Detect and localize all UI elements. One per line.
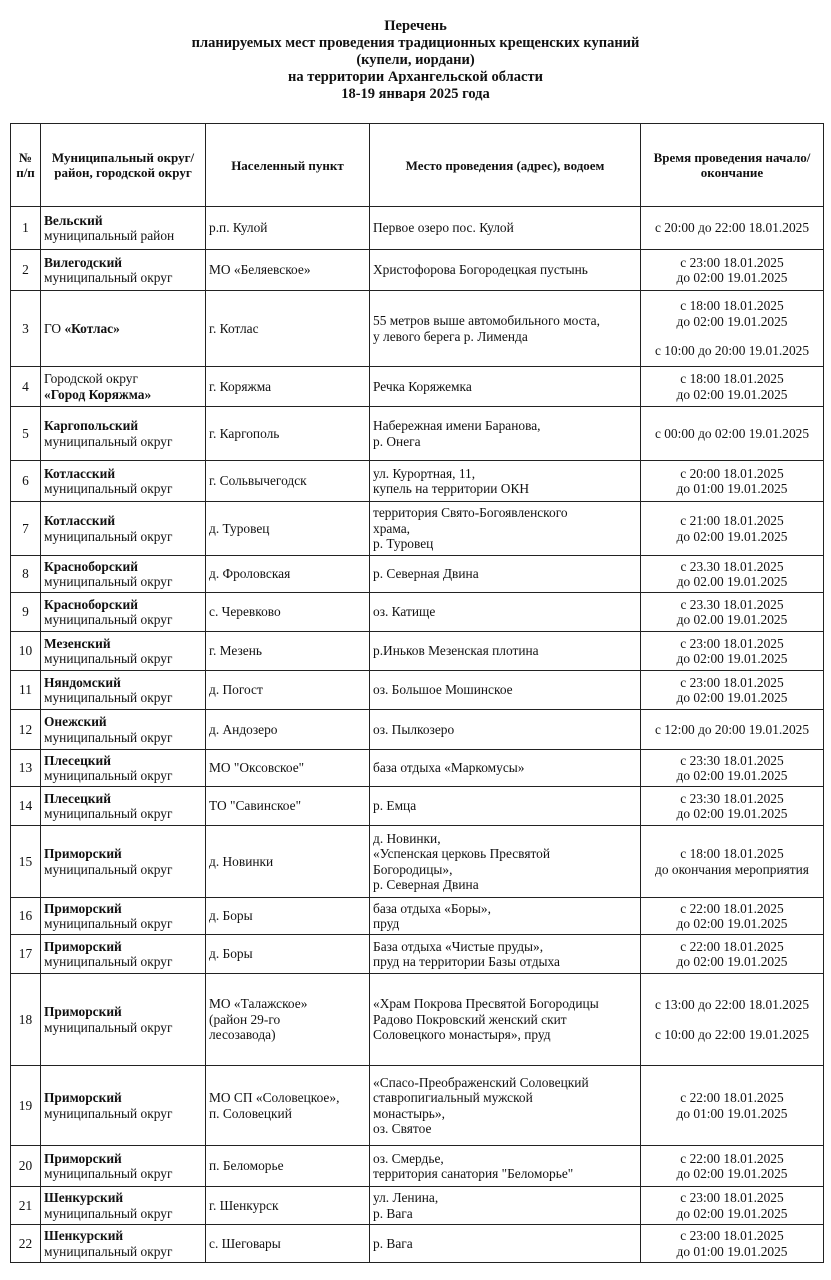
district-type: муниципальный округ	[44, 270, 173, 285]
settlement-cell	[206, 1225, 370, 1263]
place-cell	[370, 1146, 641, 1187]
place-line: у левого берега р. Лименда	[373, 328, 528, 344]
district-name: Приморский	[44, 1004, 122, 1019]
table-row	[11, 1066, 824, 1146]
time-line: с 00:00 до 02:00 19.01.2025	[654, 425, 810, 441]
place-line: пруд на территории Базы отдыха	[373, 954, 560, 969]
table-row	[11, 250, 824, 291]
time-line: с 23:00 18.01.2025	[680, 1228, 784, 1243]
settlement-cell	[206, 1146, 370, 1187]
row-number: 22	[11, 1225, 41, 1263]
settlement-line: д. Туровец	[209, 520, 270, 536]
place-line: д. Новинки,	[373, 830, 441, 846]
settlement-line: г. Сольвычегодск	[209, 473, 307, 489]
row-number: 14	[11, 787, 41, 826]
place-cell	[370, 250, 641, 291]
time-line: до 01:00 19.01.2025	[676, 1105, 788, 1121]
district-name: Приморский	[44, 938, 122, 954]
place-cell	[370, 898, 641, 935]
table-row	[11, 556, 824, 593]
district-prefix: Городской округ	[44, 371, 138, 386]
district-type: муниципальный округ	[44, 768, 173, 783]
district-cell	[41, 1146, 206, 1187]
settlement-line: г. Шенкурск	[209, 1197, 279, 1213]
row-number: 1	[11, 207, 41, 250]
place-line: храма,	[373, 520, 411, 536]
col-header-settlement: Населенный пункт	[206, 124, 370, 207]
district-type: муниципальный округ	[44, 1205, 173, 1221]
row-number: 11	[11, 671, 41, 710]
time-line: до 02:00 19.01.2025	[676, 313, 788, 329]
district-cell	[41, 671, 206, 710]
settlement-line: МО СП «Соловецкое»,	[209, 1090, 340, 1105]
time-cell	[641, 1225, 824, 1263]
place-line: р. Емца	[373, 798, 417, 814]
place-cell	[370, 671, 641, 710]
district-name: Онежский	[44, 714, 107, 729]
place-cell	[370, 787, 641, 826]
time-line: с 23:00 18.01.2025	[680, 1190, 784, 1205]
district-name: Плесецкий	[44, 752, 111, 768]
table-row	[11, 461, 824, 502]
time-line: с 18:00 18.01.2025	[680, 846, 784, 861]
title-line: 18-19 января 2025 года	[341, 86, 490, 102]
district-cell	[41, 207, 206, 250]
settlement-line: п. Беломорье	[209, 1158, 284, 1174]
place-line: оз. Святое	[373, 1121, 432, 1136]
settlement-line: д. Погост	[209, 682, 263, 698]
table-header-row	[11, 124, 824, 207]
place-cell	[370, 461, 641, 502]
col-header-district: Муниципальный округ/район, городской округ	[41, 124, 206, 207]
district-cell	[41, 935, 206, 974]
place-line: Первое озеро пос. Кулой	[373, 220, 514, 236]
document-title	[0, 0, 831, 104]
place-line: база отдыха «Боры»,	[373, 900, 491, 916]
settlement-line: г. Каргополь	[209, 425, 280, 441]
time-line: до 02:00 19.01.2025	[676, 386, 788, 402]
time-line: с 10:00 до 20:00 19.01.2025	[654, 343, 810, 359]
settlement-line: лесозавода)	[209, 1027, 276, 1043]
settlement-cell	[206, 750, 370, 787]
place-cell	[370, 593, 641, 632]
settlement-cell	[206, 461, 370, 502]
time-line: с 22:00 18.01.2025	[680, 938, 784, 954]
place-line: р. Онега	[373, 433, 421, 449]
col-header-place: Место проведения (адрес), водоем	[370, 124, 641, 207]
row-number: 3	[11, 291, 41, 367]
col-header-num: № п/п	[11, 124, 41, 207]
place-line: оз. Большое Мошинское	[373, 682, 513, 698]
district-name: Вилегодский	[44, 254, 123, 270]
time-line: с 23:00 18.01.2025	[680, 635, 784, 651]
time-line: с 13:00 до 22:00 18.01.2025	[654, 997, 810, 1012]
district-type: муниципальный округ	[44, 481, 173, 496]
district-type: муниципальный округ	[44, 1166, 173, 1181]
time-line: до 02:00 19.01.2025	[676, 270, 788, 285]
time-line: с 18:00 18.01.2025	[680, 298, 784, 314]
time-cell	[641, 502, 824, 556]
time-cell	[641, 250, 824, 291]
district-type: муниципальный округ	[44, 690, 173, 705]
time-line: с 23:00 18.01.2025	[680, 674, 784, 690]
time-cell	[641, 632, 824, 671]
time-gap	[644, 1013, 820, 1027]
place-cell	[370, 502, 641, 556]
time-cell	[641, 461, 824, 502]
district-name: Каргопольский	[44, 418, 139, 433]
title-line: (купели, иордани)	[356, 52, 475, 68]
district-cell	[41, 750, 206, 787]
district-cell	[41, 787, 206, 826]
events-table	[10, 123, 824, 1263]
district-type: муниципальный район	[44, 228, 175, 243]
row-number: 10	[11, 632, 41, 671]
place-cell	[370, 367, 641, 407]
time-cell	[641, 1146, 824, 1187]
table-row	[11, 671, 824, 710]
settlement-cell	[206, 207, 370, 250]
district-type: муниципальный округ	[44, 574, 173, 589]
row-number: 20	[11, 1146, 41, 1187]
title-line: на территории Архангельской области	[288, 69, 543, 85]
district-cell	[41, 461, 206, 502]
time-line: до 01:00 19.01.2025	[676, 481, 788, 496]
district-prefix: ГО	[44, 320, 65, 336]
settlement-cell	[206, 898, 370, 935]
time-line: с 10:00 до 22:00 19.01.2025	[654, 1026, 810, 1042]
place-cell	[370, 556, 641, 593]
place-line: «Успенская церковь Пресвятой	[373, 846, 551, 861]
place-cell	[370, 710, 641, 750]
time-line: с 20:00 18.01.2025	[680, 465, 784, 481]
place-line: Радово Покровский женский скит	[373, 1011, 567, 1027]
settlement-line: г. Мезень	[209, 643, 263, 659]
table-row	[11, 710, 824, 750]
place-cell	[370, 1187, 641, 1225]
row-number: 4	[11, 367, 41, 407]
place-cell	[370, 632, 641, 671]
row-number: 2	[11, 250, 41, 291]
row-number: 19	[11, 1066, 41, 1146]
place-line: оз. Смердье,	[373, 1150, 444, 1166]
time-line: до 02:00 19.01.2025	[676, 806, 788, 821]
place-line: р. Северная Двина	[373, 877, 479, 892]
time-line: до 02:00 19.01.2025	[676, 768, 788, 783]
table-row	[11, 502, 824, 556]
time-cell	[641, 898, 824, 935]
district-name: Котласский	[44, 513, 116, 528]
district-name: Приморский	[44, 1090, 122, 1105]
settlement-cell	[206, 787, 370, 826]
settlement-line: д. Боры	[209, 908, 253, 924]
time-line: с 23.30 18.01.2025	[680, 558, 784, 574]
table-row	[11, 632, 824, 671]
settlement-line: п. Соловецкий	[209, 1105, 292, 1121]
settlement-line: г. Котлас	[209, 320, 259, 336]
district-name: Котласский	[44, 465, 116, 481]
place-line: Богородицы»,	[373, 861, 453, 877]
settlement-cell	[206, 935, 370, 974]
table-row	[11, 207, 824, 250]
district-cell	[41, 826, 206, 898]
district-type: муниципальный округ	[44, 1105, 173, 1121]
settlement-cell	[206, 1187, 370, 1225]
time-line: с 23:30 18.01.2025	[680, 790, 784, 806]
table-row	[11, 367, 824, 407]
time-line: с 18:00 18.01.2025	[680, 371, 784, 386]
district-name: Плесецкий	[44, 790, 111, 806]
row-number: 17	[11, 935, 41, 974]
row-number: 8	[11, 556, 41, 593]
settlement-cell	[206, 671, 370, 710]
district-type: муниципальный округ	[44, 916, 173, 931]
place-line: Соловецкого монастыря», пруд	[373, 1027, 551, 1043]
district-name: «Котлас»	[64, 320, 120, 336]
row-number: 13	[11, 750, 41, 787]
time-cell	[641, 556, 824, 593]
district-name: Красноборский	[44, 558, 138, 574]
row-number: 9	[11, 593, 41, 632]
district-cell	[41, 1225, 206, 1263]
row-number: 7	[11, 502, 41, 556]
place-line: р. Туровец	[373, 536, 434, 552]
time-cell	[641, 935, 824, 974]
time-cell	[641, 671, 824, 710]
place-cell	[370, 974, 641, 1066]
settlement-cell	[206, 556, 370, 593]
district-cell	[41, 407, 206, 461]
time-line: до 02:00 19.01.2025	[676, 954, 788, 969]
settlement-line: д. Андозеро	[209, 721, 278, 737]
place-line: Речка Коряжемка	[373, 378, 472, 394]
district-type: муниципальный округ	[44, 612, 173, 627]
time-line: с 12:00 до 20:00 19.01.2025	[654, 721, 810, 737]
settlement-cell	[206, 407, 370, 461]
time-line: до 02:00 19.01.2025	[676, 690, 788, 705]
place-line: оз. Катище	[373, 604, 436, 620]
time-line: до 02:00 19.01.2025	[676, 651, 788, 666]
district-cell	[41, 898, 206, 935]
settlement-line: д. Боры	[209, 946, 253, 962]
time-cell	[641, 974, 824, 1066]
district-type: муниципальный округ	[44, 806, 173, 821]
place-cell	[370, 935, 641, 974]
district-type: муниципальный округ	[44, 433, 173, 449]
time-line: с 23:00 18.01.2025	[680, 254, 784, 270]
time-cell	[641, 710, 824, 750]
time-line: до 02.00 19.01.2025	[676, 574, 788, 589]
place-line: «Спасо-Преображенский Соловецкий	[373, 1074, 589, 1090]
place-line: оз. Пылкозеро	[373, 721, 455, 737]
district-name: Шенкурский	[44, 1228, 124, 1243]
district-cell	[41, 367, 206, 407]
table-row	[11, 593, 824, 632]
time-cell	[641, 367, 824, 407]
row-number: 12	[11, 710, 41, 750]
district-name: Шенкурский	[44, 1190, 124, 1205]
title-line: планируемых мест проведения традиционных крещенских купаний	[191, 35, 640, 51]
district-name: Няндомский	[44, 674, 121, 690]
row-number: 18	[11, 974, 41, 1066]
time-gap	[644, 329, 820, 343]
row-number: 6	[11, 461, 41, 502]
table-row	[11, 787, 824, 826]
time-line: с 22:00 18.01.2025	[680, 1150, 784, 1166]
district-type: муниципальный округ	[44, 1019, 173, 1035]
place-line: ставропигиальный мужской	[373, 1090, 533, 1105]
settlement-cell	[206, 974, 370, 1066]
title-line: Перечень	[384, 18, 447, 34]
district-type: муниципальный округ	[44, 651, 173, 666]
time-line: с 22:00 18.01.2025	[680, 900, 784, 916]
district-cell	[41, 1187, 206, 1225]
settlement-line: ТО "Савинское"	[209, 798, 302, 814]
district-name: Приморский	[44, 900, 122, 916]
table-row	[11, 291, 824, 367]
time-cell	[641, 291, 824, 367]
row-number: 16	[11, 898, 41, 935]
time-line: с 21:00 18.01.2025	[680, 513, 784, 528]
settlement-line: МО "Оксовское"	[209, 760, 305, 776]
row-number: 21	[11, 1187, 41, 1225]
settlement-line: д. Новинки	[209, 853, 274, 869]
place-cell	[370, 407, 641, 461]
place-line: ул. Курортная, 11,	[373, 465, 476, 481]
row-number: 15	[11, 826, 41, 898]
settlement-line: с. Шеговары	[209, 1235, 281, 1251]
table-row	[11, 1146, 824, 1187]
settlement-cell	[206, 826, 370, 898]
place-cell	[370, 291, 641, 367]
place-cell	[370, 207, 641, 250]
table-row	[11, 935, 824, 974]
district-name: Мезенский	[44, 635, 111, 651]
district-cell	[41, 1066, 206, 1146]
place-line: р. Вага	[373, 1235, 413, 1251]
place-line: р. Северная Двина	[373, 566, 479, 582]
time-cell	[641, 207, 824, 250]
district-cell	[41, 502, 206, 556]
district-cell	[41, 974, 206, 1066]
settlement-line: д. Фроловская	[209, 566, 291, 582]
district-cell	[41, 710, 206, 750]
time-line: до 02:00 19.01.2025	[676, 1166, 788, 1181]
district-name: Вельский	[44, 212, 103, 228]
time-cell	[641, 1066, 824, 1146]
district-name: Красноборский	[44, 596, 138, 612]
col-header-time: Время проведения начало/окончание	[641, 124, 824, 207]
district-cell	[41, 556, 206, 593]
place-line: территория санатория "Беломорье"	[373, 1166, 574, 1181]
place-line: пруд	[373, 916, 400, 931]
time-line: с 22:00 18.01.2025	[680, 1090, 784, 1105]
settlement-line: (район 29-го	[209, 1011, 281, 1027]
place-line: Христофорова Богородецкая пустынь	[373, 262, 588, 278]
settlement-cell	[206, 291, 370, 367]
time-line: до 01:00 19.01.2025	[676, 1243, 788, 1259]
district-type: муниципальный округ	[44, 861, 173, 877]
time-line: с 23.30 18.01.2025	[680, 596, 784, 612]
place-cell	[370, 1225, 641, 1263]
place-line: территория Свято-Богоявленского	[373, 505, 568, 521]
place-line: база отдыха «Маркомусы»	[373, 760, 525, 776]
settlement-cell	[206, 632, 370, 671]
time-line: с 23:30 18.01.2025	[680, 752, 784, 768]
place-line: База отдыха «Чистые пруды»,	[373, 938, 544, 954]
table-body	[11, 207, 824, 1263]
place-line: Набережная имени Баранова,	[373, 418, 541, 433]
settlement-line: МО «Талажское»	[209, 996, 308, 1012]
settlement-cell	[206, 250, 370, 291]
place-line: р. Вага	[373, 1205, 413, 1221]
settlement-cell	[206, 502, 370, 556]
settlement-line: г. Коряжма	[209, 378, 272, 394]
time-line: до 02.00 19.01.2025	[676, 612, 788, 627]
place-line: купель на территории ОКН	[373, 481, 530, 496]
time-cell	[641, 593, 824, 632]
table-row	[11, 1225, 824, 1263]
place-line: р.Иньков Мезенская плотина	[373, 643, 539, 659]
time-cell	[641, 826, 824, 898]
district-cell	[41, 250, 206, 291]
district-type: муниципальный округ	[44, 1243, 173, 1259]
district-cell	[41, 593, 206, 632]
district-type: муниципальный округ	[44, 954, 173, 969]
time-cell	[641, 750, 824, 787]
district-cell	[41, 632, 206, 671]
time-cell	[641, 787, 824, 826]
time-line: до 02:00 19.01.2025	[676, 916, 788, 931]
time-cell	[641, 1187, 824, 1225]
time-cell	[641, 407, 824, 461]
table-row	[11, 407, 824, 461]
settlement-cell	[206, 1066, 370, 1146]
district-type: муниципальный округ	[44, 528, 173, 544]
table-row	[11, 826, 824, 898]
table-row	[11, 974, 824, 1066]
table-row	[11, 750, 824, 787]
place-cell	[370, 826, 641, 898]
settlement-line: МО «Беляевское»	[209, 262, 311, 278]
time-line: до 02:00 19.01.2025	[676, 1205, 788, 1221]
settlement-cell	[206, 367, 370, 407]
settlement-cell	[206, 593, 370, 632]
place-cell	[370, 1066, 641, 1146]
district-name: «Город Коряжма»	[44, 386, 152, 402]
settlement-cell	[206, 710, 370, 750]
time-line: до 02:00 19.01.2025	[676, 528, 788, 544]
district-type: муниципальный округ	[44, 729, 173, 745]
settlement-line: р.п. Кулой	[209, 220, 268, 236]
place-line: «Храм Покрова Пресвятой Богородицы	[373, 996, 599, 1012]
place-line: 55 метров выше автомобильного моста,	[373, 313, 600, 328]
table-row	[11, 1187, 824, 1225]
place-line: монастырь»,	[373, 1105, 445, 1121]
time-line: с 20:00 до 22:00 18.01.2025	[654, 220, 810, 236]
settlement-line: с. Черевково	[209, 604, 281, 620]
district-cell	[41, 291, 206, 367]
district-name: Приморский	[44, 846, 122, 861]
time-line: до окончания мероприятия	[655, 861, 809, 877]
district-name: Приморский	[44, 1150, 122, 1166]
table-row	[11, 898, 824, 935]
place-cell	[370, 750, 641, 787]
row-number: 5	[11, 407, 41, 461]
place-line: ул. Ленина,	[373, 1190, 439, 1205]
